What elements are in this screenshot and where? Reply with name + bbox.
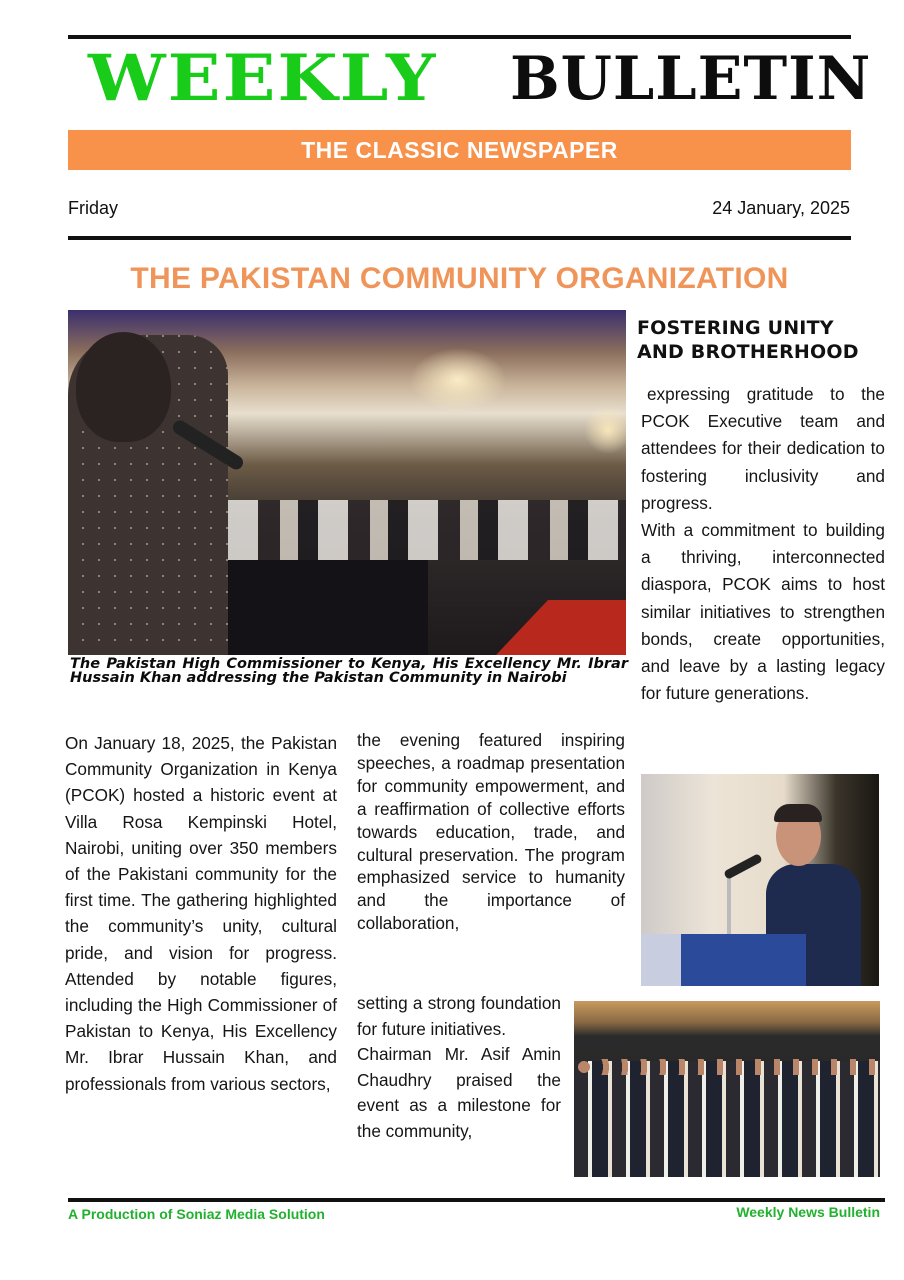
footer-rule bbox=[68, 1198, 885, 1202]
main-photo-caption: The Pakistan High Commissioner to Kenya, His Excellency Mr. Ibrar Hussain Khan addressing the Pakistan Community in Nairobi bbox=[70, 656, 628, 686]
article-column-2-paragraph-1: setting a strong foundation for future initiatives. bbox=[357, 993, 561, 1039]
top-rule bbox=[68, 35, 851, 39]
photo-podium bbox=[228, 560, 428, 655]
side-photo-speaker bbox=[641, 774, 879, 986]
photo-red-carpet bbox=[496, 600, 626, 655]
sidebar-title: FOSTERING UNITY AND BROTHERHOOD bbox=[637, 317, 859, 363]
photo-hair bbox=[774, 804, 822, 822]
photo-group-people bbox=[574, 1061, 880, 1177]
article-column-2-continued bbox=[357, 991, 561, 1144]
sidebar-paragraph-1: expressing gratitude to the PCOK Executive team and attendees for their dedication to fostering inclusivity and progress. bbox=[641, 384, 885, 513]
microphone-icon bbox=[723, 853, 763, 880]
main-photo bbox=[68, 310, 626, 655]
footer-production-credit: A Production of Soniaz Media Solution bbox=[68, 1206, 325, 1222]
footer-publication-name: Weekly News Bulletin bbox=[736, 1204, 880, 1220]
masthead-title-weekly: WEEKLY bbox=[88, 41, 438, 116]
group-photo bbox=[574, 1001, 880, 1177]
article-column-1: On January 18, 2025, the Pakistan Community Organization in Kenya (PCOK) hosted a historic event at Villa Rosa Kempinski Hotel, Nairobi, uniting over 350 members of the Pakistani community for the first time. The gathering highlighted the community’s unity, cultural pride, and vision for progress. Attended by notable figures, including the High Commissioner of Pakistan to Kenya, His Excellency Mr. Ibrar Hussain Khan, and professionals from various sectors, bbox=[65, 733, 337, 1094]
photo-lectern bbox=[641, 934, 806, 986]
dateline-date: 24 January, 2025 bbox=[712, 198, 850, 218]
dateline-day: Friday bbox=[68, 198, 119, 218]
article-column-2-paragraph-2: Chairman Mr. Asif Amin Chaudhry praised the event as a milestone for the community, bbox=[357, 1044, 561, 1141]
sidebar-body bbox=[641, 381, 885, 707]
photo-banquet-tables bbox=[228, 500, 626, 560]
sidebar-paragraph-2: With a commitment to building a thriving, interconnected diaspora, PCOK aims to host similar initiatives to strengthen bonds, create opportunities, and leave by a lasting legacy for future generations. bbox=[641, 520, 885, 704]
masthead-title-bulletin: BULLETIN bbox=[510, 44, 872, 114]
mic-stand bbox=[727, 874, 731, 934]
dateline-rule bbox=[68, 236, 851, 240]
article-headline: THE PAKISTAN COMMUNITY ORGANIZATION bbox=[130, 262, 789, 295]
tagline-banner bbox=[68, 130, 851, 170]
photo-speaker-head bbox=[76, 332, 171, 442]
tagline-text: THE CLASSIC NEWSPAPER bbox=[301, 136, 618, 163]
photo-group-heads bbox=[574, 1059, 880, 1075]
article-column-2: the evening featured inspiring speeches, a roadmap presentation for community empowerment, and a reaffirmation of collective efforts towards education, trade, and cultural preservation. The program emphasized service to humanity and the importance of collaboration, bbox=[357, 730, 625, 934]
